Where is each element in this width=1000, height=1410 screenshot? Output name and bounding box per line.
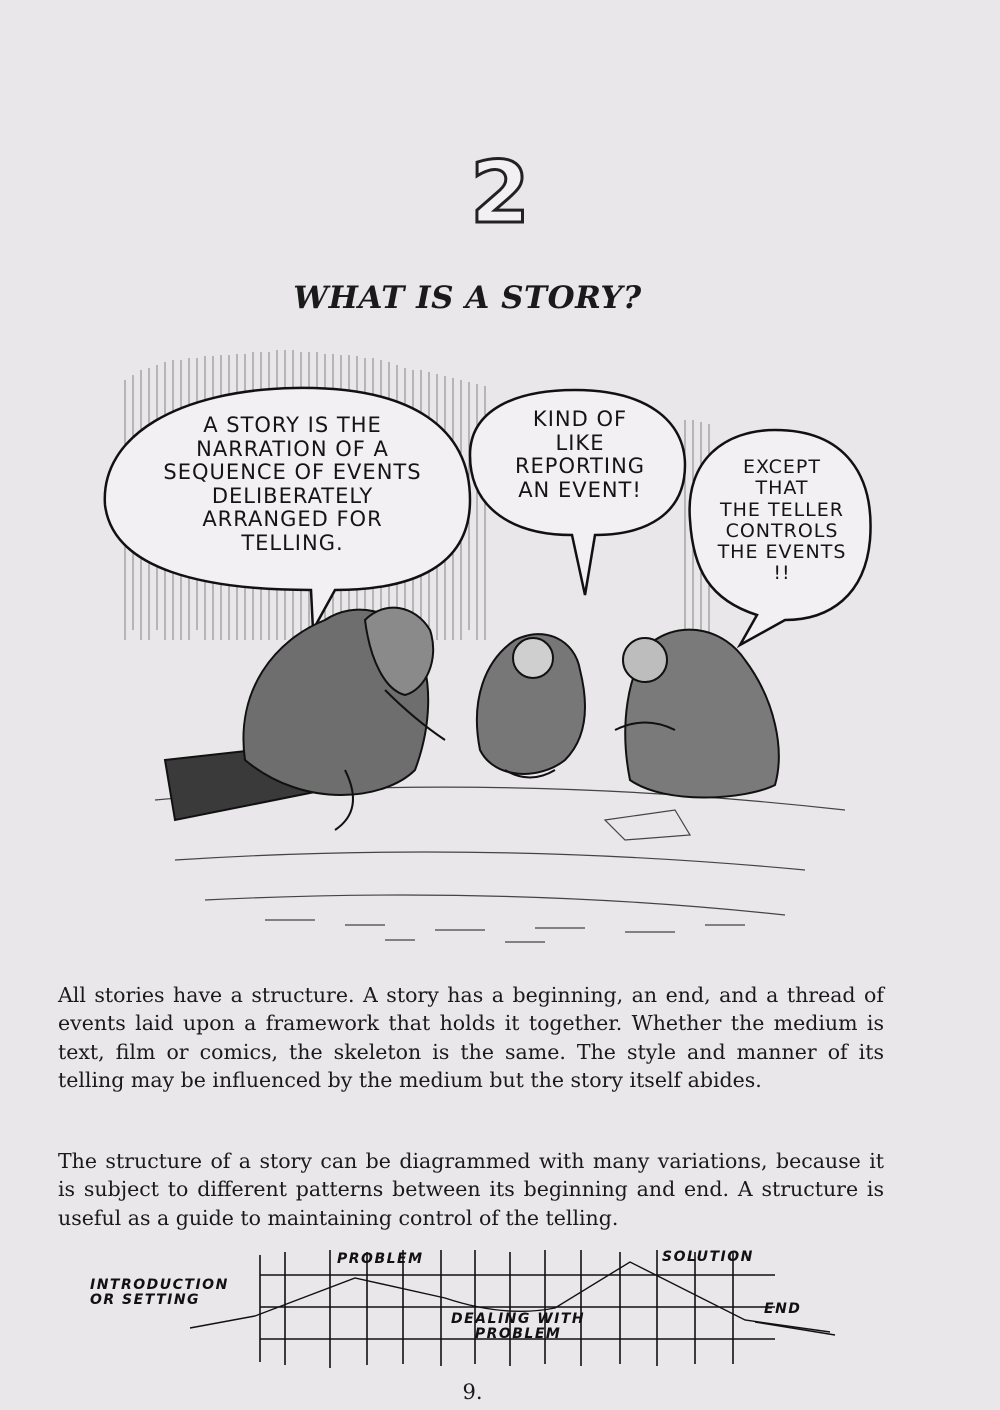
diagram-grid <box>260 1250 775 1368</box>
label-introduction: INTRODUCTION OR SETTING <box>90 1277 229 1309</box>
story-structure-diagram <box>85 1240 845 1380</box>
chapter-number: 2 <box>470 143 530 243</box>
speech-bubble-3-text: EXCEPT THAT THE TELLER CONTROLS THE EVENTS !! <box>717 456 847 585</box>
label-problem: PROBLEM <box>337 1251 424 1267</box>
chapter-title: WHAT IS A STORY? <box>293 280 642 316</box>
label-dealing-with-problem: DEALING WITH PROBLEM <box>451 1311 586 1343</box>
body-paragraph-2: The structure of a story can be diagrammed with many variations, because it is subject to different patterns between its beginning and end. A structure is useful as a guide to maintaining control of the telling. <box>58 1148 884 1230</box>
caveman-middle <box>477 634 585 777</box>
label-solution: SOLUTION <box>662 1249 754 1265</box>
caveman-right <box>615 630 779 798</box>
speech-bubble-2-text: KIND OF LIKE REPORTING AN EVENT! <box>514 407 646 502</box>
ground <box>155 787 845 942</box>
speech-bubble-1-text: A STORY IS THE NARRATION OF A SEQUENCE OF EVENTS DELIBERATELY ARRANGED FOR TELLING. <box>163 413 422 555</box>
label-end: END <box>764 1301 802 1317</box>
page-number: 9. <box>462 1380 483 1404</box>
cavemen-cartoon <box>85 340 890 950</box>
body-paragraph-1: All stories have a structure. A story has a beginning, an end, and a thread of events laid upon a framework that holds it together. Whether the medium is text, film or comics, the skeleton is the same. The style and manner of its telling may be influenced by the medium but the story itself abides. <box>58 982 884 1092</box>
